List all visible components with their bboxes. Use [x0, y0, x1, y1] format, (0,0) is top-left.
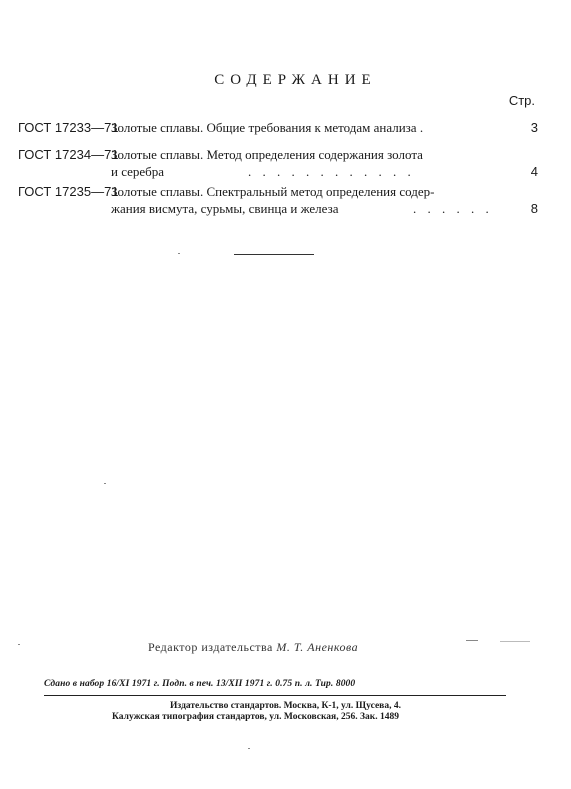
- toc-entry: [18, 183, 538, 217]
- print-speck: [178, 253, 180, 254]
- toc-leader-dots: . . . . . .: [413, 201, 493, 216]
- print-speck: [500, 641, 530, 642]
- editor-credit: [148, 640, 358, 655]
- publisher-line-1: Издательство стандартов. Москва, К-1, ул. Щусева, 4.: [170, 701, 401, 711]
- toc-entry-number: ГОСТ 17234—71: [18, 147, 119, 162]
- toc-entry-page: 8: [530, 201, 538, 216]
- toc-entry-title: Золотые сплавы. Метод определения содержания золота: [111, 147, 423, 162]
- toc-entry-number: ГОСТ 17233—71: [18, 120, 119, 135]
- print-speck: [18, 644, 20, 645]
- print-speck: [466, 640, 478, 641]
- toc-entry: [18, 146, 538, 180]
- imprint-divider: [44, 695, 506, 696]
- page-column-label: Стр.: [508, 93, 535, 108]
- toc-entry-number: ГОСТ 17235—71: [18, 184, 119, 199]
- print-speck: [104, 483, 106, 484]
- toc-leader-dots: . . . . . . . . . . . .: [248, 164, 415, 179]
- toc-entry-page: 3: [530, 120, 538, 135]
- publisher-line-2: Калужская типография стандартов, ул. Московская, 256. Зак. 1489: [112, 712, 399, 722]
- page-title: СОДЕРЖАНИЕ: [214, 72, 377, 88]
- toc-entry: [18, 119, 538, 136]
- toc-entry-title-cont: и серебра: [111, 164, 165, 179]
- print-speck: [248, 748, 250, 749]
- toc-entry-title: Золотые сплавы. Общие требования к методам анализа .: [111, 120, 424, 135]
- imprint-line: Сдано в набор 16/XI 1971 г. Подп. в печ. 13/XII 1971 г. 0.75 п. л. Тир. 8000: [44, 679, 356, 689]
- editor-name: М. Т. Аненкова: [276, 640, 359, 654]
- toc-entry-title-cont: жания висмута, сурьмы, свинца и железа: [111, 201, 339, 216]
- toc-entry-title: Золотые сплавы. Спектральный метод определения содер-: [111, 184, 435, 199]
- toc-entry-page: 4: [530, 164, 538, 179]
- editor-label: Редактор издательства: [148, 640, 273, 654]
- section-divider: [234, 254, 314, 255]
